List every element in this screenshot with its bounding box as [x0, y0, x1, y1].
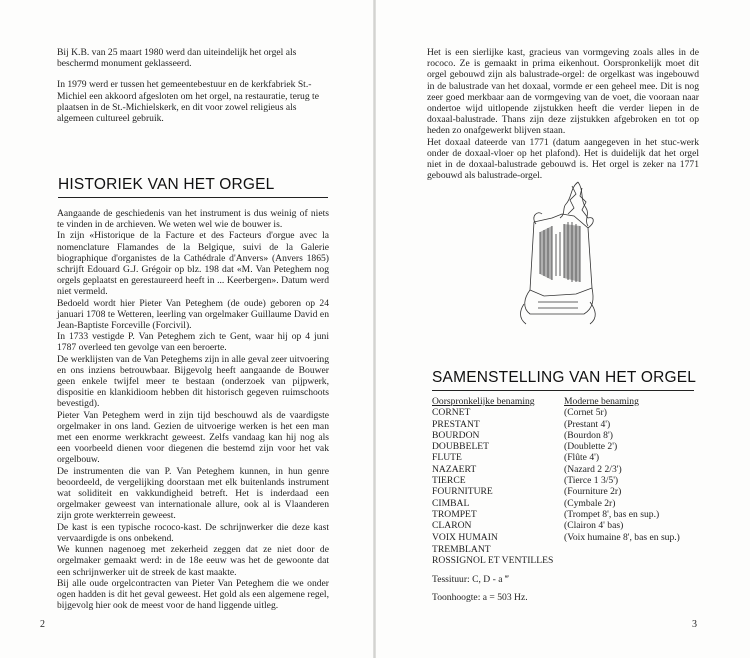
organ-case-drawing-icon	[514, 178, 600, 330]
stop-original: FLUTE	[432, 452, 462, 464]
body-paragraph: We kunnen nagenoeg met zekerheid zeggen dat ze niet door de orgelmaker gemaakt werd: in de 18e eeuw was het de gewoonte dat een schrijnwerker uit de streek de kast maakte.	[57, 544, 329, 578]
stop-modern: (Trompet 8', bas en sup.)	[564, 508, 660, 520]
body-paragraph: Bedoeld wordt hier Pieter Van Peteghem (de oude) geboren op 24 januari 1708 te Wetteren, leerling van orgelmaker Guillaume David en Jean-Baptiste Forceville (Forcivil).	[57, 297, 329, 332]
body-paragraph: De instrumenten die van P. Van Peteghem kunnen, in hun genre beoordeeld, de vergelijking doorstaan met elk buitenlands instrument wat soliditeit en vakkundigheid betreft. Het is inderdaad een orgelmaker geweest van internationale allure, ook al is Vlaanderen zijn grote werkterrein geweest.	[57, 465, 329, 522]
table-header-row	[432, 396, 702, 407]
stop-list-table	[432, 396, 702, 543]
left-intro	[57, 47, 327, 124]
body-paragraph: Aangaande de geschiedenis van het instrument is dus weinig of niets te vinden in de archieven. We weten wel wie de bouwer is.	[57, 208, 329, 231]
stop-modern: (Doublette 2')	[564, 441, 618, 453]
table-row	[432, 419, 702, 430]
heading-rule	[432, 390, 694, 391]
column-header-original: Oorspronkelijke benaming	[432, 396, 535, 407]
stop-modern: (Tierce 1 3/5')	[564, 475, 619, 487]
stop-original: CLARON	[432, 520, 472, 532]
heading-text: HISTORIEK VAN HET ORGEL	[58, 176, 275, 193]
historiek-body	[57, 208, 329, 611]
section-heading-samenstelling	[432, 369, 697, 391]
stop-original: NAZAERT	[432, 463, 477, 475]
table-row	[432, 486, 702, 497]
table-row	[432, 520, 702, 531]
stop-modern: (Clairon 4' bas)	[564, 520, 624, 532]
stop-original: DOUBBELET	[432, 441, 490, 453]
stop-modern: (Cymbale 2r)	[564, 497, 616, 509]
page-number-right: 3	[692, 619, 697, 630]
table-row	[432, 441, 702, 452]
stop-modern: (Voix humaine 8', bas en sup.)	[564, 531, 680, 543]
stop-original: VOIX HUMAIN	[432, 531, 498, 543]
table-row	[432, 452, 702, 463]
stop-original: TROMPET	[432, 508, 477, 520]
stop-modern: (Flûte 4')	[564, 452, 600, 464]
intro-paragraph: Bij K.B. van 25 maart 1980 werd dan uiteindelijk het orgel als beschermd monument geklasseerd.	[57, 47, 297, 70]
intro-paragraph: In 1979 werd er tussen het gemeentebestuur en de kerkfabriek St.-Michiel een akkoord afgesloten om het orgel, na restauratie, terug te plaatsen in de St.-Michielskerk, en dit voor zowel religieus als algemeen cultureel gebruik.	[57, 79, 319, 125]
accessory-stops	[432, 544, 553, 567]
heading-rule	[58, 197, 328, 198]
table-row	[432, 498, 702, 509]
toonhoogte-line: Toonhoogte: a = 503 Hz.	[432, 592, 528, 603]
stop-modern: (Cornet 5r)	[564, 407, 607, 419]
page-number-left: 2	[40, 619, 45, 630]
accessory-tremblant: TREMBLANT	[432, 544, 491, 555]
body-paragraph: Bij alle oude orgelcontracten van Pieter Van Peteghem die we onder ogen hadden is dit het geval geweest. Het gold als een algemene regel, bijgevolg hier ook de meest voor de hand liggende uitleg.	[57, 577, 329, 612]
body-paragraph: Het is een sierlijke kast, gracieus van vormgeving zoals alles in de rococo. Ze is gemaakt in prima eikenhout. Oorspronkelijk moet dit orgel gebouwd zijn als balustrade-orgel: de orgelkast was ingebouwd in de balustrade van het doxaal, vormde er een geheel mee. Dit is nog zeer goed merkbaar aan de vormgeving van de voet, die vooraan naar ondertoe wijd uitlopende zijstukken heeft die verder liepen in de doxaal-balustrade. Thans zijn deze zijstukken afgebroken en tot op heden zo onafgewerkt blijven staan.	[427, 47, 699, 137]
stop-original: TIERCE	[432, 475, 466, 487]
heading-text: SAMENSTELLING VAN HET ORGEL	[432, 369, 697, 386]
stop-original: CIMBAL	[432, 497, 470, 509]
stop-modern: (Bourdon 8')	[564, 429, 613, 441]
book-spine	[373, 0, 376, 658]
body-paragraph: In 1733 vestigde P. Van Peteghem zich te Gent, waar hij op 4 juni 1787 overleed ten gevolge van een beroerte.	[57, 331, 329, 354]
table-row	[432, 464, 702, 475]
stop-modern: (Fourniture 2r)	[564, 486, 622, 498]
column-header-modern: Moderne benaming	[564, 396, 639, 407]
stop-original: CORNET	[432, 407, 471, 419]
tessituur-line: Tessituur: C, D - a ‴	[432, 574, 509, 585]
table-row	[432, 407, 702, 418]
body-paragraph: Het doxaal dateerde van 1771 (datum aangegeven in het stuc-werk onder de doxaal-vloer op het plafond). Het is duidelijk dat het orgel niet in de doxaal-balustrade gebouwd is. Het orgel is zeker na 1771 gebouwd als balustrade-orgel.	[427, 136, 699, 182]
table-row	[432, 509, 702, 520]
section-heading-historiek	[58, 176, 328, 198]
stop-modern: (Nazard 2 2/3')	[564, 463, 622, 475]
accessory-rossignol: ROSSIGNOL ET VENTILLES	[432, 555, 554, 567]
body-paragraph: Pieter Van Peteghem werd in zijn tijd beschouwd als de vaardigste orgelmaker in ons land. Gezien de uitvoerige werken is het een man met een enorme werkkracht geweest. Zelfs vandaag kan hij nog als een voorbeeld dienen voor diegenen die bestemd zijn voor het vak orgelbouw.	[57, 409, 329, 466]
stop-original: BOURDON	[432, 429, 480, 441]
stop-modern: (Prestant 4')	[564, 418, 611, 430]
body-paragraph: De werklijsten van de Van Peteghems zijn in alle geval zeer uitvoering en ons inziens betrouwbaar. Bijgevolg heeft aangaande de Bouwer geen enkele twijfel meer te bestaan (onderzoek van pijpwerk, dispositie en klankidioom hebben dit historisch gegeven ruimschoots bevestigd).	[57, 353, 329, 410]
table-row	[432, 532, 702, 543]
body-paragraph: De kast is een typische rococo-kast. De schrijnwerker die deze kast vervaardigde is ons onbekend.	[57, 521, 329, 544]
stop-original: FOURNITURE	[432, 486, 493, 498]
table-row	[432, 475, 702, 486]
body-paragraph: In zijn «Historique de la Facture et des Facteurs d'orgue avec la nomenclature Flamandes de la Belgique, suivi de la Galerie biographique d'organistes de la Cathédrale d'Anvers» (Anvers 1865) schrijft Edouard G.J. Grégoir op blz. 198 dat «M. Van Peteghem nog orgels geplaatst en gerestaureerd heeft in ... Keerbergen». Datum werd niet vermeld.	[57, 230, 329, 298]
right-body	[427, 47, 699, 181]
table-row	[432, 430, 702, 441]
stop-original: PRESTANT	[432, 418, 480, 430]
